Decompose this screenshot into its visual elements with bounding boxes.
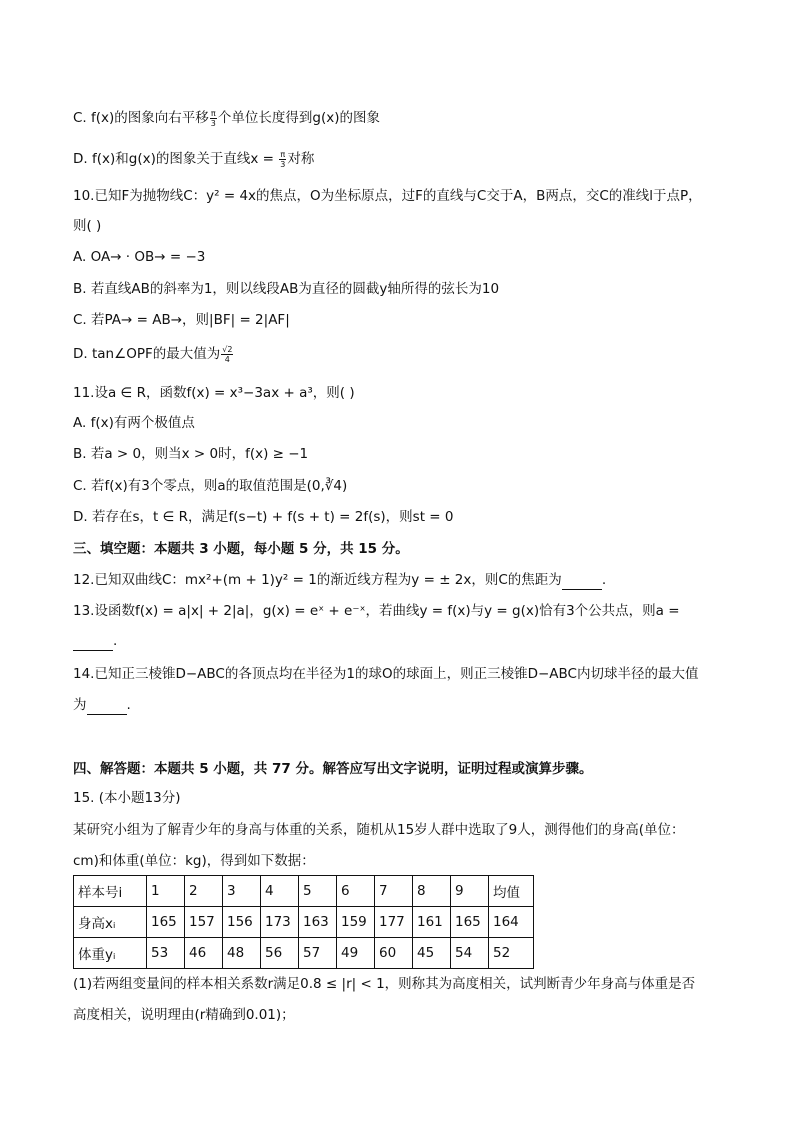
fraction-denominator: 3 bbox=[280, 159, 286, 169]
q11-option-c: C. 若f(x)有3个零点，则a的取值范围是(0,∛4) bbox=[73, 478, 348, 494]
fraction-numerator: √2 bbox=[222, 344, 233, 354]
option-d-q9 bbox=[73, 149, 314, 169]
section-heading-fill-in: 三、填空题：本题共 3 小题，每小题 5 分，共 15 分。 bbox=[73, 541, 409, 557]
table-cell: 48 bbox=[223, 938, 261, 969]
table-cell: 8 bbox=[413, 876, 451, 907]
table-cell: 161 bbox=[413, 907, 451, 938]
table-cell: 均值 bbox=[489, 876, 534, 907]
question-14-prefix: 为 bbox=[73, 697, 87, 713]
table-row-header bbox=[74, 876, 534, 907]
table-cell: 3 bbox=[223, 876, 261, 907]
table-cell: 52 bbox=[489, 938, 534, 969]
table-cell: 156 bbox=[223, 907, 261, 938]
fraction-pi-over-3 bbox=[210, 109, 217, 128]
option-d-q9-part2: 对称 bbox=[287, 151, 315, 167]
table-cell: 165 bbox=[451, 907, 489, 938]
answer-blank bbox=[73, 636, 113, 651]
question-14-blank-line bbox=[73, 695, 131, 715]
answer-blank bbox=[562, 575, 602, 590]
question-12-end: . bbox=[601, 572, 607, 588]
question-15-part-1-cont: 高度相关，说明理由(r精确到0.01)； bbox=[73, 1007, 295, 1023]
table-cell: 体重yᵢ bbox=[74, 938, 147, 969]
q11-option-d: D. 若存在s，t ∈ R，满足f(s−t) + f(s + t) = 2f(s)，则st = 0 bbox=[73, 509, 454, 525]
answer-blank bbox=[87, 700, 127, 715]
q11-option-a: A. f(x)有两个极值点 bbox=[73, 415, 195, 431]
question-13-blank-line bbox=[73, 631, 117, 651]
table-cell: 165 bbox=[147, 907, 185, 938]
fraction-numerator: π bbox=[280, 149, 286, 159]
table-cell: 163 bbox=[299, 907, 337, 938]
option-c-q9-part1: C. f(x)的图象向右平移 bbox=[73, 110, 209, 126]
question-10-stem: 10.已知F为抛物线C：y² = 4x的焦点，O为坐标原点，过F的直线与C交于A，B两点，交C的准线l于点P， bbox=[73, 188, 702, 204]
table-cell: 53 bbox=[147, 938, 185, 969]
question-12-text: 12.已知双曲线C：mx²+(m + 1)y² = 1的渐近线方程为y = ± 2x，则C的焦距为 bbox=[73, 572, 562, 588]
q10-option-c: C. 若PA→ = AB→，则|BF| = 2|AF| bbox=[73, 312, 290, 328]
q11-option-b: B. 若a > 0，则当x > 0时，f(x) ≥ −1 bbox=[73, 446, 309, 462]
table-cell: 54 bbox=[451, 938, 489, 969]
table-cell: 164 bbox=[489, 907, 534, 938]
table-cell: 49 bbox=[337, 938, 375, 969]
question-15-part-1: (1)若两组变量间的样本相关系数r满足0.8 ≤ |r| < 1，则称其为高度相关，试判断青少年身高与体重是否 bbox=[73, 976, 696, 992]
table-cell: 2 bbox=[185, 876, 223, 907]
option-c-q9 bbox=[73, 108, 380, 128]
table-cell: 6 bbox=[337, 876, 375, 907]
table-cell: 7 bbox=[375, 876, 413, 907]
question-13-end: . bbox=[113, 633, 118, 649]
question-13: 13.设函数f(x) = a|x| + 2|a|，g(x) = eˣ + e⁻ˣ，若曲线y = f(x)与y = g(x)恰有3个公共点，则a = bbox=[73, 603, 680, 619]
table-cell: 4 bbox=[261, 876, 299, 907]
table-cell: 45 bbox=[413, 938, 451, 969]
table-cell: 9 bbox=[451, 876, 489, 907]
section-heading-solve: 四、解答题：本题共 5 小题，共 77 分。解答应写出文字说明，证明过程或演算步骤。 bbox=[73, 761, 593, 777]
table-cell: 56 bbox=[261, 938, 299, 969]
table-cell: 157 bbox=[185, 907, 223, 938]
question-11-stem: 11.设a ∈ R，函数f(x) = x³−3ax + a³，则( ) bbox=[73, 385, 355, 401]
table-cell: 177 bbox=[375, 907, 413, 938]
question-15-heading: 15. (本小题13分) bbox=[73, 790, 181, 806]
fraction-pi-over-3-b bbox=[279, 150, 286, 169]
question-14-end: . bbox=[126, 697, 131, 713]
table-row-weight bbox=[74, 938, 534, 969]
fraction-numerator: π bbox=[210, 108, 216, 118]
table-cell: 身高xᵢ bbox=[74, 907, 147, 938]
table-cell: 159 bbox=[337, 907, 375, 938]
table-cell: 1 bbox=[147, 876, 185, 907]
table-cell: 5 bbox=[299, 876, 337, 907]
table-cell: 60 bbox=[375, 938, 413, 969]
table-cell: 57 bbox=[299, 938, 337, 969]
q10-option-d-part1: D. tan∠OPF的最大值为 bbox=[73, 346, 221, 362]
option-c-q9-part2: 个单位长度得到g(x)的图象 bbox=[217, 110, 380, 126]
table-row-height bbox=[74, 907, 534, 938]
question-12 bbox=[73, 570, 606, 590]
question-10-choice-prompt: 则( ) bbox=[73, 218, 102, 234]
question-14: 14.已知正三棱锥D−ABC的各顶点均在半径为1的球O的球面上，则正三棱锥D−ABC内切球半径的最大值 bbox=[73, 666, 699, 682]
option-d-q9-part1: D. f(x)和g(x)的图象关于直线x = bbox=[73, 151, 279, 167]
table-cell: 173 bbox=[261, 907, 299, 938]
question-15-stem-1: 某研究小组为了解青少年的身高与体重的关系，随机从15岁人群中选取了9人，测得他们的身高(单位： bbox=[73, 822, 685, 838]
q10-option-d bbox=[73, 344, 234, 364]
table-cell: 46 bbox=[185, 938, 223, 969]
q10-option-b: B. 若直线AB的斜率为1，则以线段AB为直径的圆截y轴所得的弦长为10 bbox=[73, 281, 500, 297]
fraction-denominator: 3 bbox=[210, 118, 216, 128]
table-cell: 样本号i bbox=[74, 876, 147, 907]
question-15-stem-2: cm)和体重(单位：kg)，得到如下数据： bbox=[73, 853, 315, 869]
data-table bbox=[73, 875, 534, 969]
q10-option-a: A. OA→ · OB→ = −3 bbox=[73, 249, 206, 265]
fraction-sqrt2-over-4 bbox=[221, 345, 233, 364]
fraction-denominator: 4 bbox=[224, 354, 230, 364]
